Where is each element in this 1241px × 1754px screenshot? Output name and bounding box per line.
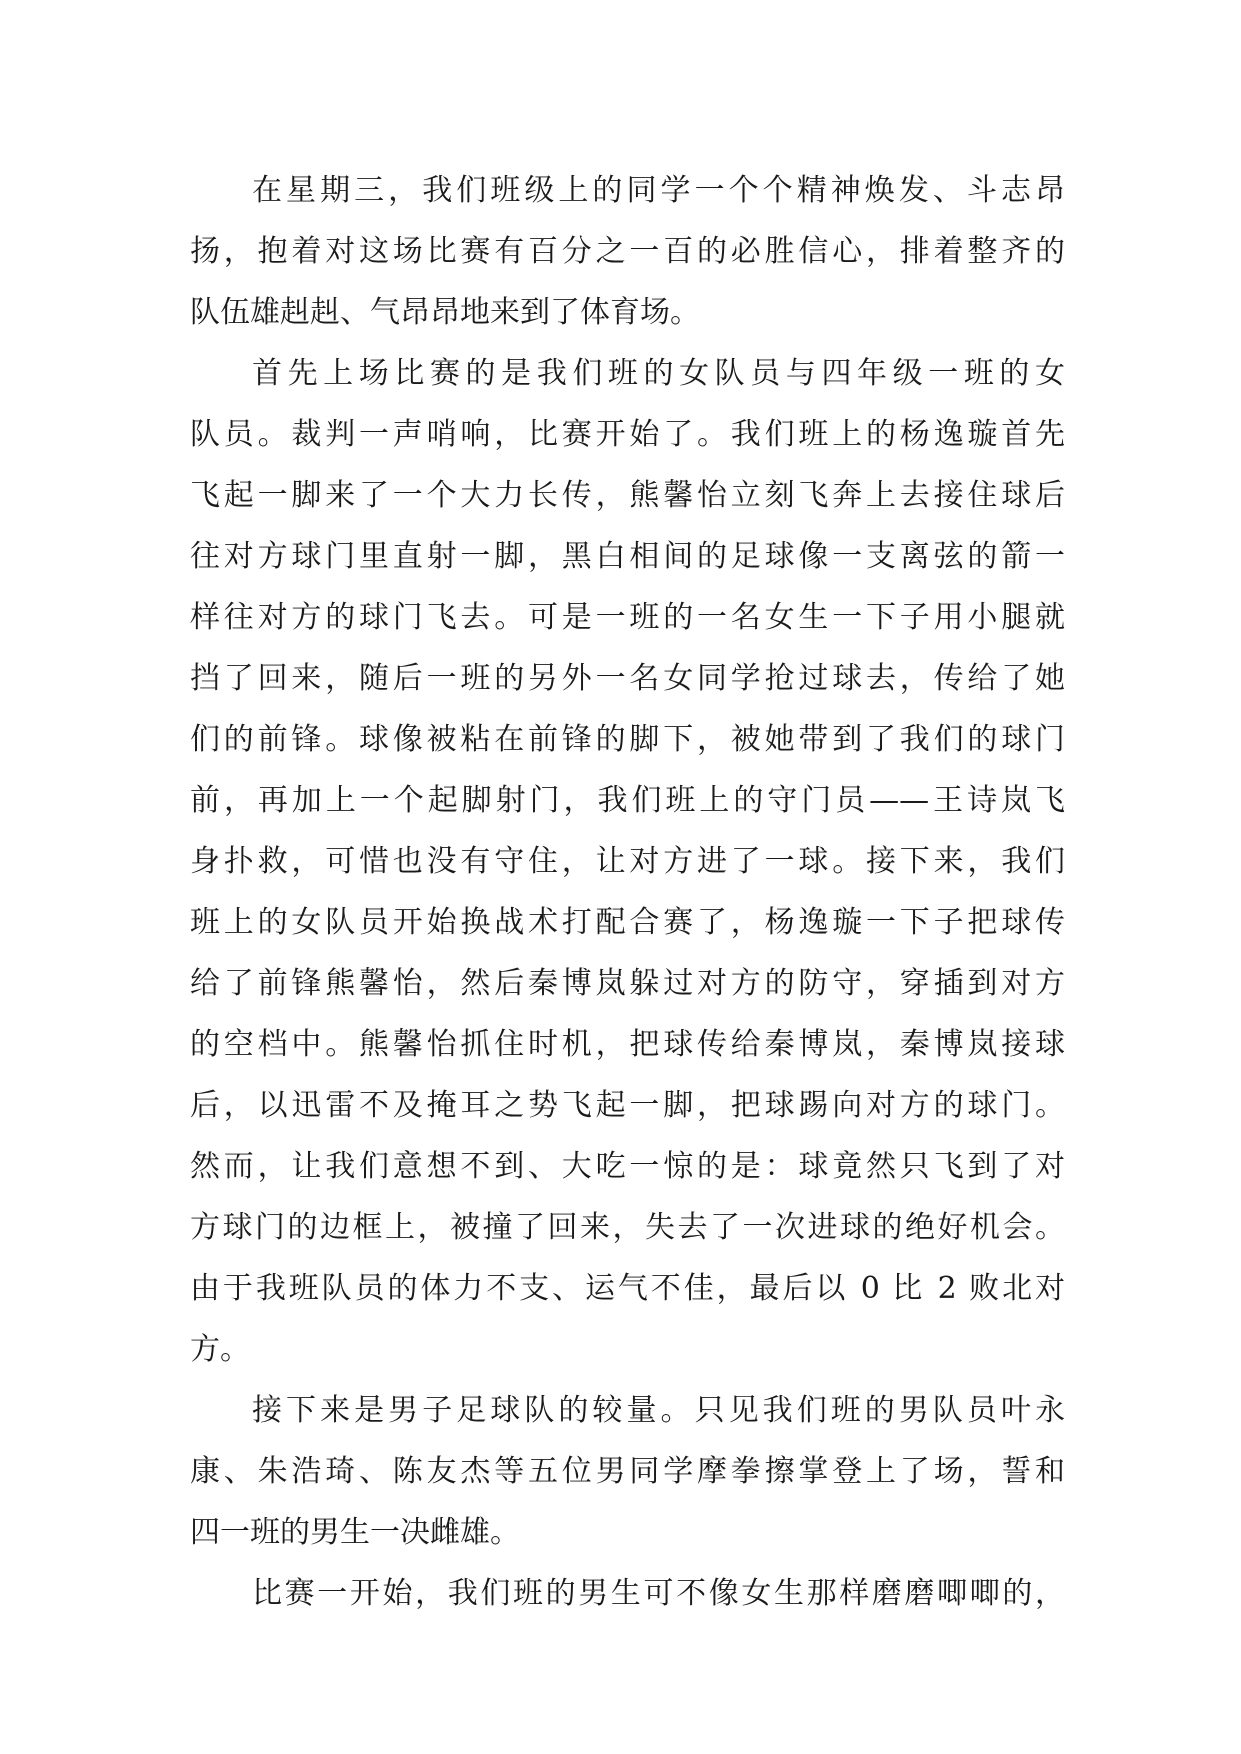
text-line: 然而，让我们意想不到、大吃一惊的是：球竟然只飞到了对 xyxy=(190,1149,1065,1184)
text-line: 康、朱浩琦、陈友杰等五位男同学摩拳擦掌登上了场，誓和 xyxy=(190,1454,1065,1489)
text-line: 四一班的男生一决雌雄。 xyxy=(190,1515,520,1550)
text-line: 方。 xyxy=(190,1332,250,1367)
text-line: 由于我班队员的体力不支、运气不佳，最后以 0 比 2 败北对 xyxy=(190,1271,1065,1306)
text-line: 在星期三，我们班级上的同学一个个精神焕发、斗志昂 xyxy=(252,173,1065,208)
article-body xyxy=(190,160,1065,1624)
text-line: 班上的女队员开始换战术打配合赛了，杨逸璇一下子把球传 xyxy=(190,905,1065,940)
text-line: 方球门的边框上，被撞了回来，失去了一次进球的绝好机会。 xyxy=(190,1210,1065,1245)
text-line: 扬，抱着对这场比赛有百分之一百的必胜信心，排着整齐的 xyxy=(190,234,1065,269)
text-line: 比赛一开始，我们班的男生可不像女生那样磨磨唧唧的， xyxy=(252,1576,1065,1611)
text-line: 们的前锋。球像被粘在前锋的脚下，被她带到了我们的球门 xyxy=(190,722,1065,757)
text-line: 挡了回来，随后一班的另外一名女同学抢过球去，传给了她 xyxy=(190,661,1065,696)
paragraph xyxy=(190,1563,1065,1624)
text-line: 前，再加上一个起脚射门，我们班上的守门员——王诗岚飞 xyxy=(190,783,1065,818)
text-line: 样往对方的球门飞去。可是一班的一名女生一下子用小腿就 xyxy=(190,600,1065,635)
paragraph xyxy=(190,1380,1065,1563)
text-line: 给了前锋熊馨怡，然后秦博岚躲过对方的防守，穿插到对方 xyxy=(190,966,1065,1001)
text-line: 首先上场比赛的是我们班的女队员与四年级一班的女 xyxy=(252,356,1065,391)
paragraph xyxy=(190,343,1065,1380)
text-line: 队员。裁判一声哨响，比赛开始了。我们班上的杨逸璇首先 xyxy=(190,417,1065,452)
text-line: 飞起一脚来了一个大力长传，熊馨怡立刻飞奔上去接住球后 xyxy=(190,478,1065,513)
text-line: 后，以迅雷不及掩耳之势飞起一脚，把球踢向对方的球门。 xyxy=(190,1088,1065,1123)
text-line: 队伍雄赳赳、气昂昂地来到了体育场。 xyxy=(190,295,700,330)
text-line: 的空档中。熊馨怡抓住时机，把球传给秦博岚，秦博岚接球 xyxy=(190,1027,1065,1062)
text-line: 身扑救，可惜也没有守住，让对方进了一球。接下来，我们 xyxy=(190,844,1065,879)
text-line: 往对方球门里直射一脚，黑白相间的足球像一支离弦的箭一 xyxy=(190,539,1065,574)
paragraph xyxy=(190,160,1065,343)
text-line: 接下来是男子足球队的较量。只见我们班的男队员叶永 xyxy=(252,1393,1065,1428)
